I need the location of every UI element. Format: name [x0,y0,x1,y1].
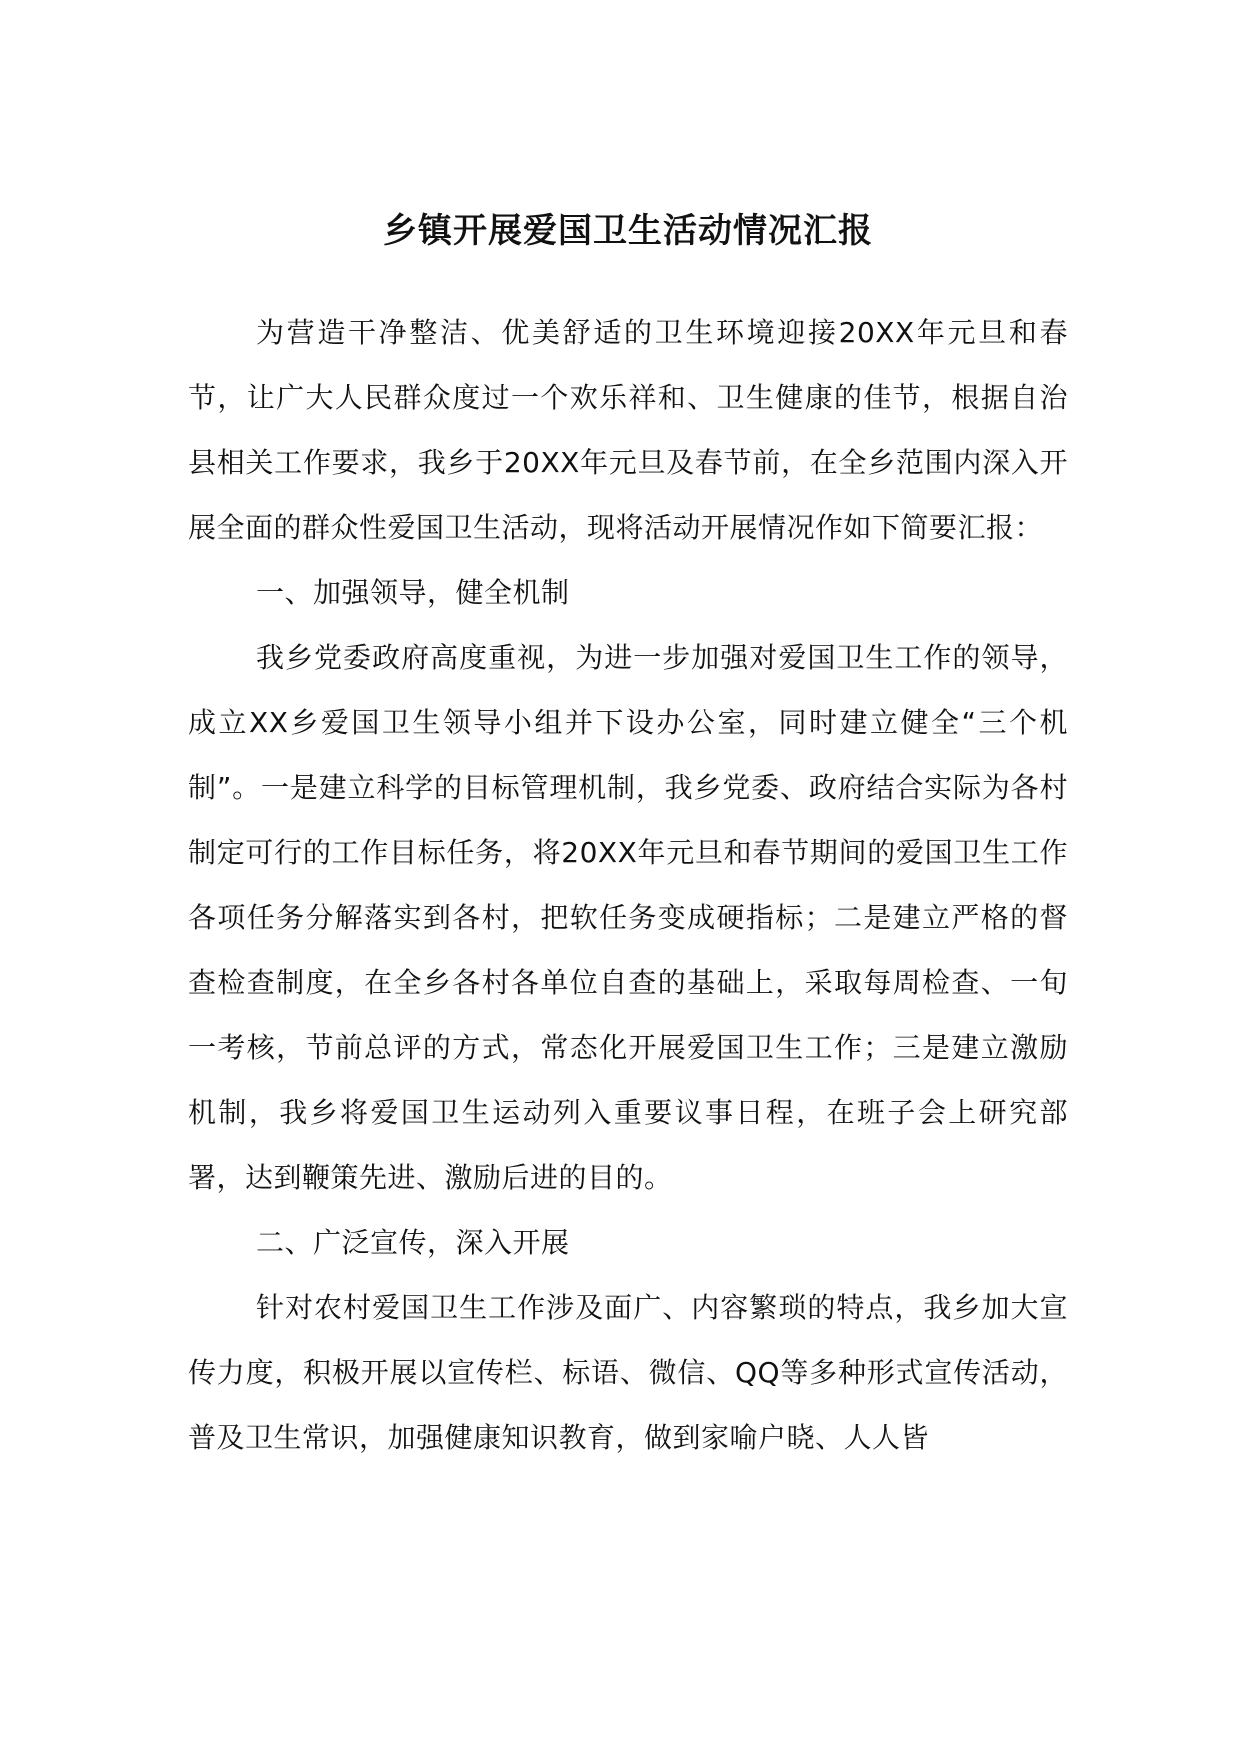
paragraph-leadership: 我乡党委政府高度重视，为进一步加强对爱国卫生工作的领导，成立XX乡爱国卫生领导小组并下设办公室，同时建立健全“三个机制”。一是建立科学的目标管理机制，我乡党委、政府结合实际为各村制定可行的工作目标任务，将20XX年元旦和春节期间的爱国卫生工作各项任务分解落实到各村，把软任务变成硬指标；二是建立严格的督查检查制度，在全乡各村各单位自查的基础上，采取每周检查、一旬一考核，节前总评的方式，常态化开展爱国卫生工作；三是建立激励机制，我乡将爱国卫生运动列入重要议事日程，在班子会上研究部署，达到鞭策先进、激励后进的目的。 [188,641,1068,1194]
section-heading-2: 二、广泛宣传，深入开展 [256,1226,570,1259]
document-page [188,0,1068,1754]
document-title: 乡镇开展爱国卫生活动情况汇报 [383,211,873,251]
paragraph-intro: 为营造干净整洁、优美舒适的卫生环境迎接20XX年元旦和春节，让广大人民群众度过一个欢乐祥和、卫生健康的佳节，根据自治县相关工作要求，我乡于20XX年元旦及春节前，在全乡范围内深入开展全面的群众性爱国卫生活动，现将活动开展情况作如下简要汇报： [188,316,1068,544]
document-body [188,300,1068,1470]
section-heading-1: 一、加强领导，健全机制 [256,576,570,609]
paragraph-publicity: 针对农村爱国卫生工作涉及面广、内容繁琐的特点，我乡加大宣传力度，积极开展以宣传栏、标语、微信、QQ等多种形式宣传活动，普及卫生常识，加强健康知识教育，做到家喻户晓、人人皆 [188,1291,1068,1454]
